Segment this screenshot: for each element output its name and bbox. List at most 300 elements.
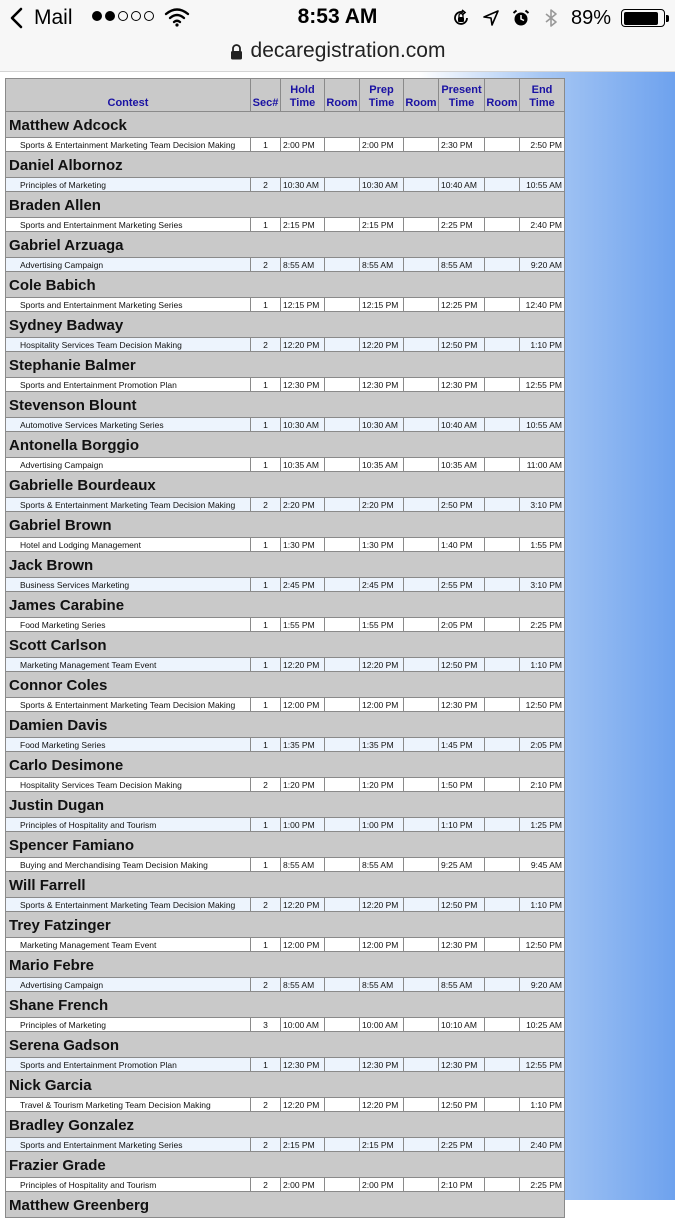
present-time-cell: 12:30 PM [439, 1058, 485, 1072]
event-row [6, 978, 565, 992]
end-time-cell: 2:10 PM [520, 778, 565, 792]
room-cell [325, 298, 360, 312]
room-cell [325, 938, 360, 952]
end-time-cell: 2:40 PM [520, 218, 565, 232]
end-time-cell: 3:10 PM [520, 578, 565, 592]
url-domain: decaregistration.com [250, 39, 446, 62]
student-name: Bradley Gonzalez [6, 1112, 565, 1138]
student-name: Justin Dugan [6, 792, 565, 818]
room-cell [404, 138, 439, 152]
section-cell: 1 [251, 698, 281, 712]
contest-cell: Sports & Entertainment Marketing Team Decision Making [6, 698, 251, 712]
hold-time-cell: 8:55 AM [281, 978, 325, 992]
room-cell [325, 778, 360, 792]
room-cell [485, 818, 520, 832]
end-time-cell: 9:20 AM [520, 258, 565, 272]
room-cell [404, 258, 439, 272]
prep-time-cell: 2:00 PM [360, 138, 404, 152]
event-row [6, 178, 565, 192]
room-cell [404, 738, 439, 752]
student-name: Antonella Borggio [6, 432, 565, 458]
status-right-icons [451, 6, 665, 30]
student-name-row [6, 232, 565, 258]
student-name-row [6, 432, 565, 458]
contest-cell: Food Marketing Series [6, 738, 251, 752]
room-cell [485, 498, 520, 512]
end-time-cell: 12:55 PM [520, 1058, 565, 1072]
present-time-cell: 2:25 PM [439, 218, 485, 232]
contest-cell: Advertising Campaign [6, 978, 251, 992]
student-name: Stevenson Blount [6, 392, 565, 418]
student-name: Spencer Famiano [6, 832, 565, 858]
prep-time-cell: 10:30 AM [360, 418, 404, 432]
hold-time-cell: 2:45 PM [281, 578, 325, 592]
battery-nub [666, 15, 669, 22]
prep-time-cell: 12:30 PM [360, 1058, 404, 1072]
prep-time-cell: 1:55 PM [360, 618, 404, 632]
student-name: Cole Babich [6, 272, 565, 298]
room-cell [404, 1178, 439, 1192]
student-name: Frazier Grade [6, 1152, 565, 1178]
section-cell: 2 [251, 338, 281, 352]
room-cell [485, 938, 520, 952]
student-name: Gabriel Arzuaga [6, 232, 565, 258]
contest-cell: Hospitality Services Team Decision Making [6, 338, 251, 352]
event-row [6, 418, 565, 432]
room-cell [485, 658, 520, 672]
room-cell [404, 858, 439, 872]
hold-time-cell: 12:30 PM [281, 378, 325, 392]
room-cell [485, 858, 520, 872]
event-row [6, 1098, 565, 1112]
section-cell: 1 [251, 618, 281, 632]
hold-time-cell: 12:15 PM [281, 298, 325, 312]
hold-time-cell: 10:35 AM [281, 458, 325, 472]
prep-time-cell: 2:15 PM [360, 1138, 404, 1152]
student-name-row [6, 792, 565, 818]
contest-cell: Hospitality Services Team Decision Making [6, 778, 251, 792]
student-name: Daniel Albornoz [6, 152, 565, 178]
contest-cell: Advertising Campaign [6, 458, 251, 472]
event-row [6, 818, 565, 832]
contest-cell: Buying and Merchandising Team Decision Making [6, 858, 251, 872]
header-room: Room [485, 79, 520, 112]
room-cell [404, 778, 439, 792]
battery-fill [624, 12, 659, 25]
schedule-table [5, 78, 565, 1218]
header-end-time: End Time [520, 79, 565, 112]
present-time-cell: 10:10 AM [439, 1018, 485, 1032]
room-cell [404, 938, 439, 952]
room-cell [325, 178, 360, 192]
contest-cell: Sports & Entertainment Marketing Team Decision Making [6, 138, 251, 152]
present-time-cell: 8:55 AM [439, 978, 485, 992]
prep-time-cell: 12:30 PM [360, 378, 404, 392]
contest-cell: Principles of Marketing [6, 178, 251, 192]
student-name-row [6, 1152, 565, 1178]
room-cell [325, 858, 360, 872]
hold-time-cell: 2:15 PM [281, 1138, 325, 1152]
room-cell [404, 458, 439, 472]
room-cell [325, 538, 360, 552]
room-cell [404, 338, 439, 352]
room-cell [485, 338, 520, 352]
prep-time-cell: 10:00 AM [360, 1018, 404, 1032]
event-row [6, 858, 565, 872]
section-cell: 2 [251, 1178, 281, 1192]
room-cell [325, 738, 360, 752]
end-time-cell: 1:10 PM [520, 1098, 565, 1112]
section-cell: 1 [251, 218, 281, 232]
event-row [6, 538, 565, 552]
status-time: 8:53 AM [297, 5, 378, 28]
end-time-cell: 12:40 PM [520, 298, 565, 312]
present-time-cell: 10:40 AM [439, 418, 485, 432]
room-cell [404, 1098, 439, 1112]
room-cell [485, 778, 520, 792]
status-bar [0, 0, 675, 36]
lock-icon [230, 43, 243, 60]
end-time-cell: 2:05 PM [520, 738, 565, 752]
contest-cell: Automotive Services Marketing Series [6, 418, 251, 432]
room-cell [485, 258, 520, 272]
student-name-row [6, 592, 565, 618]
room-cell [485, 458, 520, 472]
room-cell [325, 218, 360, 232]
room-cell [404, 498, 439, 512]
student-name: Trey Fatzinger [6, 912, 565, 938]
table-body [6, 112, 565, 1218]
contest-cell: Sports and Entertainment Marketing Series [6, 218, 251, 232]
prep-time-cell: 2:00 PM [360, 1178, 404, 1192]
room-cell [404, 978, 439, 992]
end-time-cell: 1:10 PM [520, 658, 565, 672]
student-name: Connor Coles [6, 672, 565, 698]
prep-time-cell: 1:20 PM [360, 778, 404, 792]
end-time-cell: 9:20 AM [520, 978, 565, 992]
prep-time-cell: 12:15 PM [360, 298, 404, 312]
contest-cell: Principles of Hospitality and Tourism [6, 818, 251, 832]
room-cell [325, 978, 360, 992]
contest-cell: Marketing Management Team Event [6, 658, 251, 672]
student-name-row [6, 952, 565, 978]
event-row [6, 138, 565, 152]
event-row [6, 738, 565, 752]
event-row [6, 658, 565, 672]
student-name-row [6, 1072, 565, 1098]
room-cell [485, 898, 520, 912]
prep-time-cell: 12:20 PM [360, 658, 404, 672]
present-time-cell: 2:55 PM [439, 578, 485, 592]
hold-time-cell: 12:00 PM [281, 938, 325, 952]
room-cell [404, 1058, 439, 1072]
room-cell [325, 1018, 360, 1032]
header-hold-time: Hold Time [281, 79, 325, 112]
event-row [6, 1178, 565, 1192]
url-bar[interactable] [0, 36, 675, 66]
end-time-cell: 12:50 PM [520, 698, 565, 712]
present-time-cell: 12:50 PM [439, 338, 485, 352]
contest-cell: Sports and Entertainment Marketing Series [6, 298, 251, 312]
hold-time-cell: 1:20 PM [281, 778, 325, 792]
room-cell [325, 1138, 360, 1152]
present-time-cell: 2:50 PM [439, 498, 485, 512]
room-cell [325, 138, 360, 152]
prep-time-cell: 8:55 AM [360, 858, 404, 872]
present-time-cell: 12:30 PM [439, 938, 485, 952]
hold-time-cell: 1:35 PM [281, 738, 325, 752]
section-cell: 2 [251, 258, 281, 272]
student-name-row [6, 632, 565, 658]
prep-time-cell: 2:15 PM [360, 218, 404, 232]
end-time-cell: 2:25 PM [520, 1178, 565, 1192]
student-name: James Carabine [6, 592, 565, 618]
room-cell [325, 338, 360, 352]
end-time-cell: 2:50 PM [520, 138, 565, 152]
contest-cell: Principles of Hospitality and Tourism [6, 1178, 251, 1192]
room-cell [485, 538, 520, 552]
present-time-cell: 1:10 PM [439, 818, 485, 832]
student-name: Stephanie Balmer [6, 352, 565, 378]
student-name-row [6, 832, 565, 858]
back-app-label: Mail [34, 6, 73, 29]
event-row [6, 458, 565, 472]
student-name-row [6, 752, 565, 778]
room-cell [404, 1018, 439, 1032]
event-row [6, 1138, 565, 1152]
event-row [6, 338, 565, 352]
prep-time-cell: 12:20 PM [360, 1098, 404, 1112]
end-time-cell: 1:10 PM [520, 898, 565, 912]
hold-time-cell: 10:30 AM [281, 178, 325, 192]
section-cell: 2 [251, 178, 281, 192]
room-cell [404, 618, 439, 632]
prep-time-cell: 8:55 AM [360, 978, 404, 992]
web-page [0, 72, 675, 1214]
section-cell: 1 [251, 818, 281, 832]
end-time-cell: 2:40 PM [520, 1138, 565, 1152]
student-name: Gabrielle Bourdeaux [6, 472, 565, 498]
contest-cell: Marketing Management Team Event [6, 938, 251, 952]
student-name: Mario Febre [6, 952, 565, 978]
student-name-row [6, 1032, 565, 1058]
header-prep-time: Prep Time [360, 79, 404, 112]
room-cell [404, 178, 439, 192]
bluetooth-icon [541, 8, 561, 28]
room-cell [404, 418, 439, 432]
room-cell [325, 658, 360, 672]
room-cell [485, 218, 520, 232]
contest-cell: Sports & Entertainment Marketing Team Decision Making [6, 898, 251, 912]
header-room: Room [325, 79, 360, 112]
student-name-row [6, 912, 565, 938]
student-name-row [6, 512, 565, 538]
table-header [6, 79, 565, 112]
present-time-cell: 9:25 AM [439, 858, 485, 872]
hold-time-cell: 12:20 PM [281, 1098, 325, 1112]
present-time-cell: 10:40 AM [439, 178, 485, 192]
event-row [6, 1018, 565, 1032]
present-time-cell: 2:30 PM [439, 138, 485, 152]
student-name: Carlo Desimone [6, 752, 565, 778]
present-time-cell: 2:10 PM [439, 1178, 485, 1192]
room-cell [485, 1018, 520, 1032]
event-row [6, 1058, 565, 1072]
room-cell [404, 218, 439, 232]
contest-cell: Principles of Marketing [6, 1018, 251, 1032]
browser-top-bar [0, 0, 675, 72]
section-cell: 1 [251, 538, 281, 552]
contest-cell: Business Services Marketing [6, 578, 251, 592]
room-cell [325, 818, 360, 832]
student-name-row [6, 272, 565, 298]
orientation-lock-icon [451, 8, 471, 28]
room-cell [325, 898, 360, 912]
hold-time-cell: 1:00 PM [281, 818, 325, 832]
room-cell [325, 1178, 360, 1192]
student-name-row [6, 1192, 565, 1218]
room-cell [485, 618, 520, 632]
section-cell: 1 [251, 938, 281, 952]
event-row [6, 578, 565, 592]
end-time-cell: 1:55 PM [520, 538, 565, 552]
event-row [6, 218, 565, 232]
section-cell: 1 [251, 418, 281, 432]
contest-cell: Food Marketing Series [6, 618, 251, 632]
room-cell [404, 538, 439, 552]
header-room: Room [404, 79, 439, 112]
room-cell [485, 698, 520, 712]
room-cell [485, 1098, 520, 1112]
room-cell [485, 378, 520, 392]
hold-time-cell: 12:20 PM [281, 338, 325, 352]
battery-icon [621, 9, 665, 27]
room-cell [404, 898, 439, 912]
student-name-row [6, 392, 565, 418]
section-cell: 2 [251, 778, 281, 792]
section-cell: 2 [251, 978, 281, 992]
student-name-row [6, 992, 565, 1018]
student-name: Gabriel Brown [6, 512, 565, 538]
room-cell [404, 658, 439, 672]
student-name: Damien Davis [6, 712, 565, 738]
prep-time-cell: 2:20 PM [360, 498, 404, 512]
student-name-row [6, 872, 565, 898]
present-time-cell: 12:30 PM [439, 698, 485, 712]
hold-time-cell: 12:30 PM [281, 1058, 325, 1072]
hold-time-cell: 2:00 PM [281, 138, 325, 152]
present-time-cell: 12:30 PM [439, 378, 485, 392]
prep-time-cell: 12:00 PM [360, 698, 404, 712]
section-cell: 2 [251, 898, 281, 912]
section-cell: 1 [251, 458, 281, 472]
header-sec: Sec# [251, 79, 281, 112]
prep-time-cell: 1:30 PM [360, 538, 404, 552]
prep-time-cell: 1:35 PM [360, 738, 404, 752]
section-cell: 1 [251, 578, 281, 592]
student-name-row [6, 312, 565, 338]
student-name-row [6, 712, 565, 738]
present-time-cell: 12:25 PM [439, 298, 485, 312]
room-cell [485, 578, 520, 592]
section-cell: 1 [251, 738, 281, 752]
hold-time-cell: 1:55 PM [281, 618, 325, 632]
section-cell: 2 [251, 498, 281, 512]
end-time-cell: 10:25 AM [520, 1018, 565, 1032]
room-cell [325, 618, 360, 632]
contest-cell: Advertising Campaign [6, 258, 251, 272]
student-name: Jack Brown [6, 552, 565, 578]
hold-time-cell: 12:20 PM [281, 658, 325, 672]
room-cell [325, 1098, 360, 1112]
contest-cell: Sports and Entertainment Promotion Plan [6, 378, 251, 392]
prep-time-cell: 1:00 PM [360, 818, 404, 832]
prep-time-cell: 12:20 PM [360, 898, 404, 912]
hold-time-cell: 2:15 PM [281, 218, 325, 232]
present-time-cell: 1:40 PM [439, 538, 485, 552]
room-cell [325, 258, 360, 272]
room-cell [404, 298, 439, 312]
end-time-cell: 12:55 PM [520, 378, 565, 392]
end-time-cell: 2:25 PM [520, 618, 565, 632]
end-time-cell: 10:55 AM [520, 178, 565, 192]
student-name-row [6, 152, 565, 178]
section-cell: 3 [251, 1018, 281, 1032]
section-cell: 1 [251, 138, 281, 152]
room-cell [404, 378, 439, 392]
student-name-row [6, 192, 565, 218]
student-name: Serena Gadson [6, 1032, 565, 1058]
event-row [6, 298, 565, 312]
room-cell [485, 738, 520, 752]
battery-percent: 89% [570, 6, 611, 29]
room-cell [325, 418, 360, 432]
end-time-cell: 10:55 AM [520, 418, 565, 432]
room-cell [485, 978, 520, 992]
student-name: Nick Garcia [6, 1072, 565, 1098]
room-cell [325, 578, 360, 592]
room-cell [485, 298, 520, 312]
header-contest: Contest [6, 79, 251, 112]
student-name: Braden Allen [6, 192, 565, 218]
contest-cell: Sports and Entertainment Marketing Series [6, 1138, 251, 1152]
section-cell: 1 [251, 1058, 281, 1072]
present-time-cell: 2:25 PM [439, 1138, 485, 1152]
room-cell [325, 378, 360, 392]
prep-time-cell: 10:30 AM [360, 178, 404, 192]
room-cell [325, 458, 360, 472]
room-cell [404, 818, 439, 832]
student-name: Will Farrell [6, 872, 565, 898]
room-cell [325, 498, 360, 512]
student-name-row [6, 352, 565, 378]
student-name-row [6, 112, 565, 138]
present-time-cell: 10:35 AM [439, 458, 485, 472]
hold-time-cell: 1:30 PM [281, 538, 325, 552]
room-cell [485, 178, 520, 192]
hold-time-cell: 10:30 AM [281, 418, 325, 432]
event-row [6, 898, 565, 912]
hold-time-cell: 2:20 PM [281, 498, 325, 512]
event-row [6, 618, 565, 632]
room-cell [485, 1178, 520, 1192]
event-row [6, 378, 565, 392]
end-time-cell: 9:45 AM [520, 858, 565, 872]
student-name-row [6, 672, 565, 698]
contest-cell: Travel & Tourism Marketing Team Decision Making [6, 1098, 251, 1112]
room-cell [485, 138, 520, 152]
prep-time-cell: 10:35 AM [360, 458, 404, 472]
